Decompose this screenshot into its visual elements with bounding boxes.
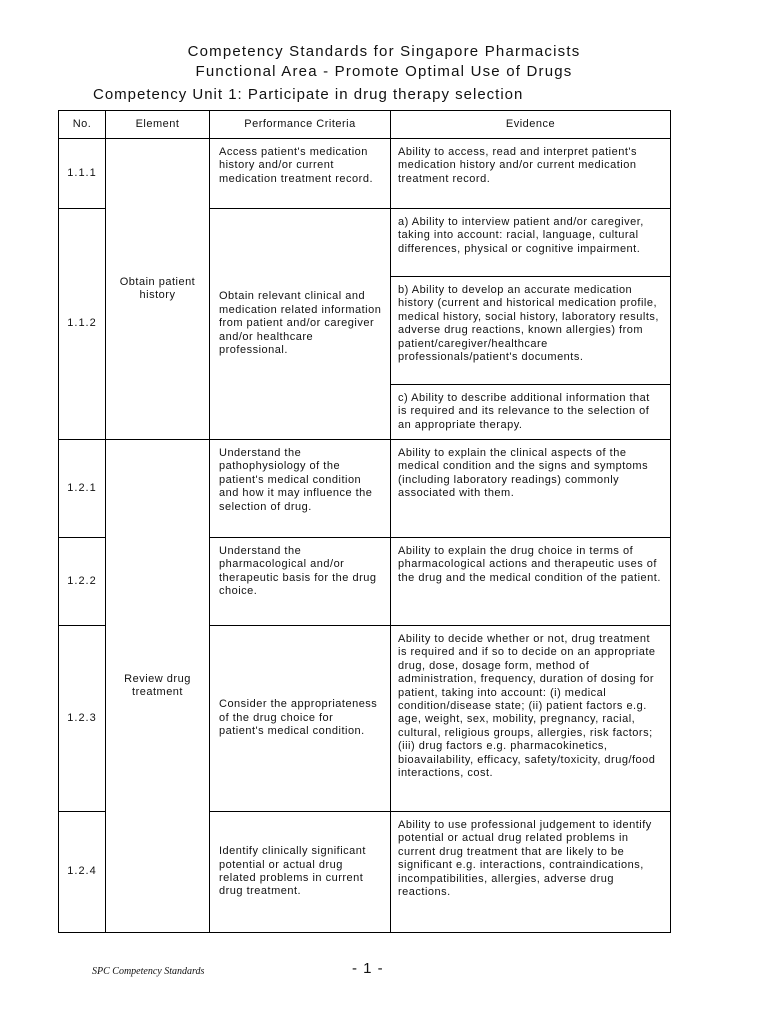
evidence-cell: Ability to use professional judgement to identify potential or actual drug related problems in current drug treatment that are likely to be significant e.g. interactions, contraindications, incompatibilities, allergies, adverse drug reactions. <box>391 812 671 933</box>
evidence-cell: c) Ability to describe additional information that is required and its relevance to the selection of an appropriate therapy. <box>391 385 671 440</box>
criteria-cell: Consider the appropriateness of the drug choice for patient's medical condition. <box>210 626 391 812</box>
element-label: Review drug treatment <box>124 672 191 698</box>
table-row <box>59 139 671 209</box>
criteria-cell: Understand the pharmacological and/or therapeutic basis for the drug choice. <box>210 538 391 626</box>
evidence-cell: a) Ability to interview patient and/or caregiver, taking into account: racial, language, cultural differences, physical or cognitive impairment. <box>391 209 671 277</box>
row-number: 1.2.4 <box>59 812 106 933</box>
element-label: Obtain patient history <box>119 275 196 301</box>
row-number: 1.1.2 <box>59 209 106 440</box>
column-header-element: Element <box>106 111 210 139</box>
row-number: 1.2.2 <box>59 538 106 626</box>
evidence-cell: b) Ability to develop an accurate medication history (current and historical medication profile, medical history, social history, laboratory results, adverse drug reactions, known allergies) from patient/caregiver/healthcare professionals/patient's documents. <box>391 277 671 385</box>
criteria-cell: Identify clinically significant potential or actual drug related problems in current drug treatment. <box>210 812 391 933</box>
column-header-criteria: Performance Criteria <box>210 111 391 139</box>
footer-document-name: SPC Competency Standards <box>92 966 205 977</box>
evidence-cell: Ability to access, read and interpret patient's medication history and/or current medication treatment record. <box>391 139 671 209</box>
criteria-cell: Understand the pathophysiology of the patient's medical condition and how it may influence the selection of drug. <box>210 440 391 538</box>
criteria-cell: Obtain relevant clinical and medication related information from patient and/or caregiver and/or healthcare professional. <box>210 209 391 440</box>
row-number: 1.2.3 <box>59 626 106 812</box>
table-header-row <box>59 111 671 139</box>
column-header-evidence: Evidence <box>391 111 671 139</box>
evidence-cell: Ability to decide whether or not, drug treatment is required and if so to decide on an appropriate drug, dose, dosage form, method of administration, frequency, duration of dosing for patient, taking into account: (i) medical condition/disease state; (ii) patient factors e.g. age, weight, sex, mobility, pregnancy, racial, cultural, religious groups, allergies, risk factors; (iii) drug factors e.g. pharmacokinetics, bioavailability, efficacy, safety/toxicity, drug/food interactions, cost. <box>391 626 671 812</box>
element-cell-obtain-history <box>106 139 210 440</box>
column-header-no: No. <box>59 111 106 139</box>
competency-table <box>58 110 671 933</box>
criteria-cell: Access patient's medication history and/or current medication treatment record. <box>210 139 391 209</box>
competency-unit-heading: Competency Unit 1: Participate in drug therapy selection <box>93 86 524 103</box>
row-number: 1.2.1 <box>59 440 106 538</box>
page-number: - 1 - <box>352 960 384 977</box>
evidence-cell: Ability to explain the drug choice in terms of pharmacological actions and therapeutic uses of the drug and the medical condition of the patient. <box>391 538 671 626</box>
row-number: 1.1.1 <box>59 139 106 209</box>
functional-area-title: Functional Area - Promote Optimal Use of Drugs <box>195 63 573 80</box>
table-row <box>59 440 671 538</box>
element-cell-review-treatment <box>106 440 210 933</box>
evidence-cell: Ability to explain the clinical aspects of the medical condition and the signs and symptoms (including laboratory readings) commonly associated with them. <box>391 440 671 538</box>
document-title: Competency Standards for Singapore Pharmacists <box>187 43 581 60</box>
